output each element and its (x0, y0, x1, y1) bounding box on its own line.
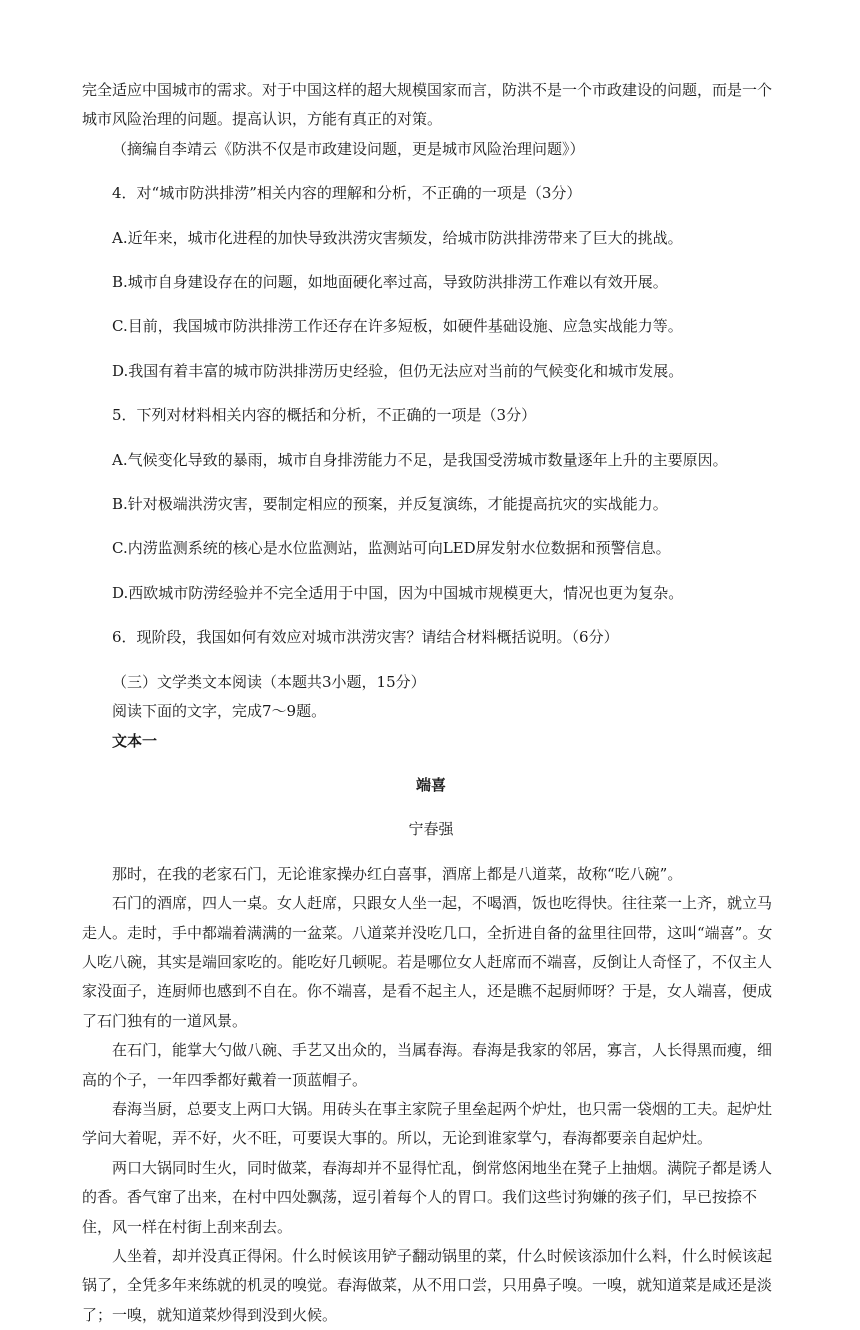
question-4-stem: 4．对“城市防洪排涝”相关内容的理解和分析，不正确的一项是（3分） (112, 184, 582, 203)
question-5-option-d: D.西欧城市防涝经验并不完全适用于中国，因为中国城市规模更大，情况也更为复杂。 (112, 583, 684, 602)
section-heading: （三）文学类文本阅读（本题共3小题，15分） (112, 672, 426, 691)
story-paragraph: 春海当厨，总要支上两口大锅。用砖头在事主家院子里垒起两个炉灶，也只需一袋烟的工夫。起炉灶学问大着呢，弄不好，火不旺，可要误大事的。所以，无论到谁家掌勺，春海都要亲自起炉灶。 (82, 1099, 773, 1148)
story-paragraph: 在石门，能掌大勺做八碗、手艺又出众的，当属春海。春海是我家的邻居，寡言，人长得黑而瘦，细高的个子，一年四季都好戴着一顶蓝帽子。 (82, 1041, 773, 1089)
question-4-option-a: A.近年来，城市化进程的加快导致洪涝灾害频发，给城市防洪排涝带来了巨大的挑战。 (112, 228, 683, 247)
question-4 (82, 179, 780, 386)
question-5-stem: 5．下列对材料相关内容的概括和分析，不正确的一项是（3分） (112, 406, 537, 425)
text-label: 文本一 (112, 731, 158, 750)
question-4-option-c: C.目前，我国城市防洪排涝工作还存在许多短板，如硬件基础设施、应急实战能力等。 (112, 317, 683, 336)
story-title: 端喜 (415, 775, 446, 794)
story-paragraph: 那时，在我的老家石门，无论谁家操办红白喜事，酒席上都是八道菜，故称“吃八碗”。 (112, 864, 683, 883)
source-note: （摘编自李靖云《防洪不仅是市政建设问题，更是城市风险治理问题》） (112, 139, 585, 158)
question-5 (82, 401, 780, 608)
question-5-option-c: C.内涝监测系统的核心是水位监测站，监测站可向LED屏发射水位数据和预警信息。 (112, 539, 671, 558)
story-paragraph: 石门的酒席，四人一桌。女人赶席，只跟女人坐一起，不喝酒，饭也吃得快。往往菜一上齐，就立马走人。走时，手中都端着满满的一盆菜。八道菜并没吃几口，全折进自备的盆里往回带，这叫“端喜”。女人吃八碗，其实是端回家吃的。能吃好几顿呢。若是哪位女人赶席而不端喜，反倒让人奇怪了，不仅主人家没面子，连厨师也感到不自在。你不端喜，是看不起主人，还是瞧不起厨师呀？于是，女人端喜，便成了石门独有的一道风景。 (82, 894, 773, 1030)
reading-instruction: 阅读下面的文字，完成7～9题。 (112, 702, 327, 721)
story-paragraph: 人坐着，却并没真正得闲。什么时候该用铲子翻动锅里的菜，什么时候该添加什么料，什么时候该起锅了，全凭多年来练就的机灵的嗅觉。春海做菜，从不用口尝，只用鼻子嗅。一嗅，就知道菜是咸还是淡了；一嗅，就知道菜炒得到没到火候。 (82, 1247, 773, 1324)
question-6-stem: 6．现阶段，我国如何有效应对城市洪涝灾害？请结合材料概括说明。（6分） (112, 628, 619, 647)
story-paragraph: 两口大锅同时生火，同时做菜，春海却并不显得忙乱，倒常悠闲地坐在凳子上抽烟。满院子都是诱人的香。香气窜了出来，在村中四处飘荡，逗引着每个人的胃口。我们这些讨狗嫌的孩子们，早已按捺不住，风一样在村街上刮来刮去。 (82, 1158, 773, 1236)
question-4-option-d: D.我国有着丰富的城市防洪排涝历史经验，但仍无法应对当前的气候变化和城市发展。 (112, 361, 684, 380)
story-body (82, 860, 780, 1330)
question-4-option-b: B.城市自身建设存在的问题，如地面硬化率过高，导致防洪排涝工作难以有效开展。 (112, 273, 668, 292)
story-author: 宁春强 (408, 820, 454, 839)
question-5-option-b: B.针对极端洪涝灾害，要制定相应的预案，并反复演练，才能提高抗灾的实战能力。 (112, 495, 668, 514)
question-5-option-a: A.气候变化导致的暴雨，城市自身排涝能力不足，是我国受涝城市数量逐年上升的主要原因。 (112, 450, 728, 469)
document-page (82, 76, 780, 1330)
intro-paragraph: 完全适应中国城市的需求。对于中国这样的超大规模国家而言，防洪不是一个市政建设的问题，而是一个城市风险治理的问题。提高认识，方能有真正的对策。 (82, 81, 773, 129)
